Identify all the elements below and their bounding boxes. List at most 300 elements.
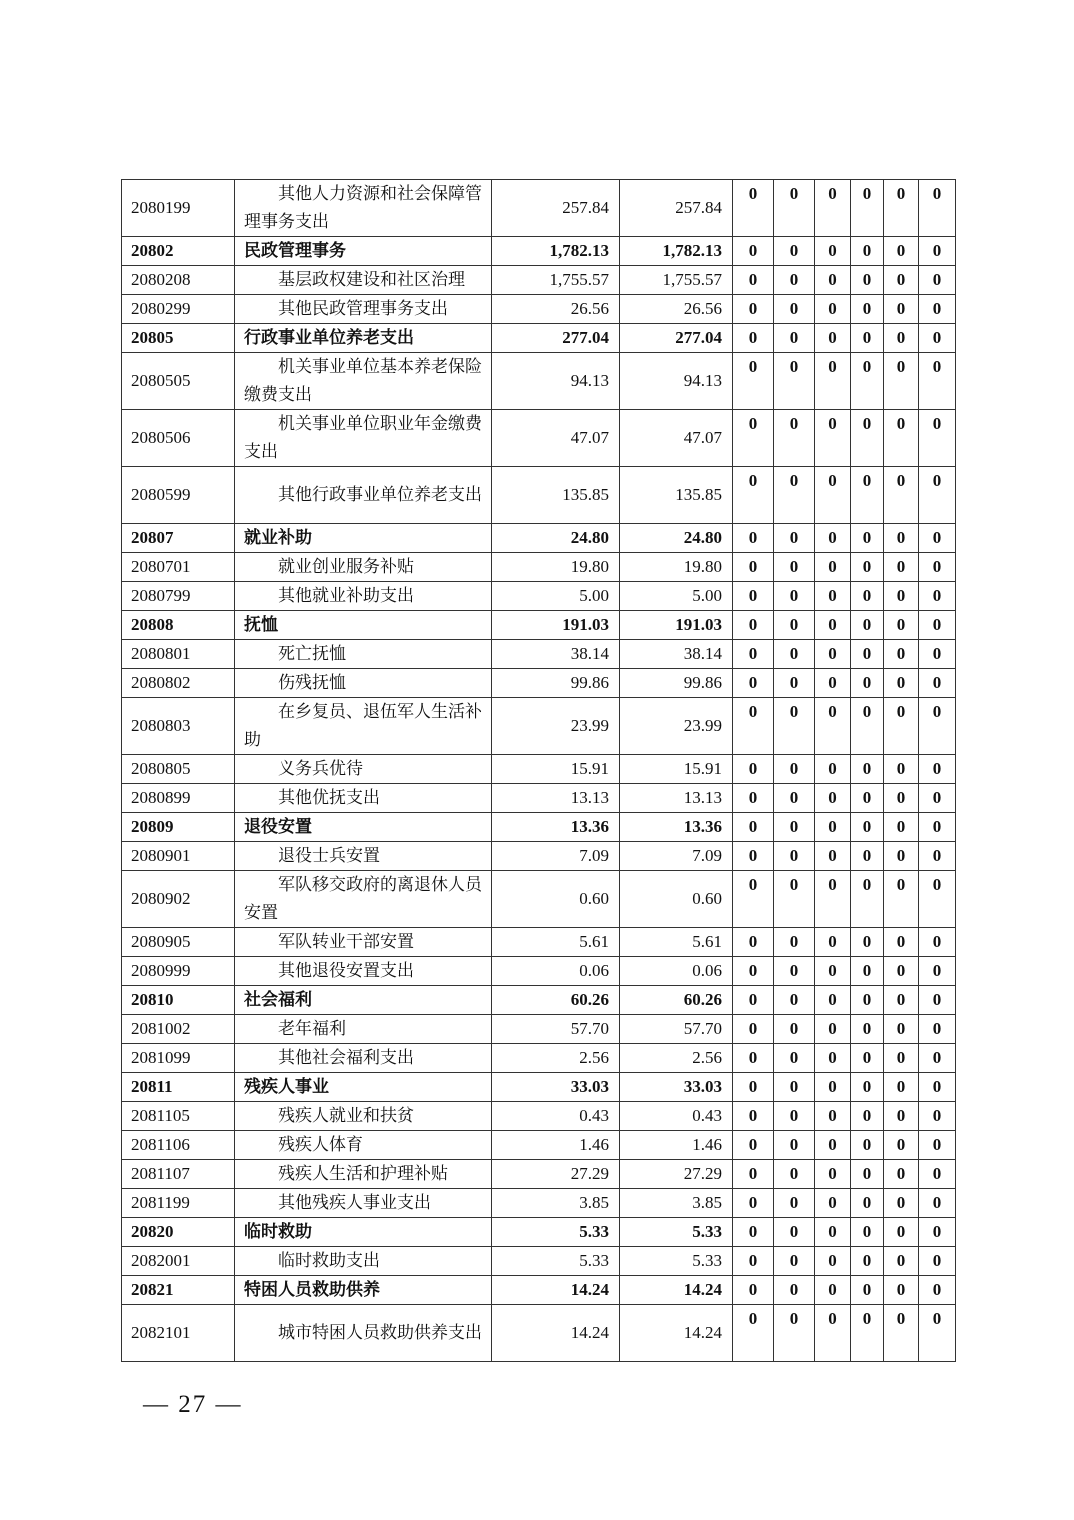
row-amount-total: 1,782.13 [492, 237, 620, 266]
row-zero-value: 0 [815, 640, 851, 669]
row-amount-total: 99.86 [492, 669, 620, 698]
row-zero-value: 0 [774, 324, 815, 353]
row-zero-value: 0 [851, 237, 884, 266]
row-zero-value: 0 [774, 1044, 815, 1073]
category-row [122, 986, 956, 1015]
row-zero-value: 0 [884, 410, 919, 467]
row-amount-general: 57.70 [620, 1015, 733, 1044]
row-zero-value: 0 [851, 1160, 884, 1189]
row-zero-value: 0 [774, 353, 815, 410]
row-amount-total: 3.85 [492, 1189, 620, 1218]
row-zero-value: 0 [774, 871, 815, 928]
row-amount-general: 277.04 [620, 324, 733, 353]
row-amount-total: 1,755.57 [492, 266, 620, 295]
row-amount-total: 15.91 [492, 755, 620, 784]
row-zero-value: 0 [774, 1160, 815, 1189]
row-amount-total: 7.09 [492, 842, 620, 871]
table-row [122, 582, 956, 611]
row-amount-general: 14.24 [620, 1305, 733, 1362]
row-zero-value: 0 [851, 669, 884, 698]
row-zero-value: 0 [815, 1044, 851, 1073]
row-amount-general: 24.80 [620, 524, 733, 553]
row-code: 2080905 [122, 928, 235, 957]
row-code: 2080801 [122, 640, 235, 669]
row-zero-value: 0 [774, 784, 815, 813]
table-row [122, 1189, 956, 1218]
row-zero-value: 0 [733, 353, 774, 410]
row-zero-value: 0 [815, 957, 851, 986]
row-code: 2081002 [122, 1015, 235, 1044]
row-zero-value: 0 [815, 353, 851, 410]
row-code: 20802 [122, 237, 235, 266]
table-row [122, 410, 956, 467]
row-zero-value: 0 [884, 237, 919, 266]
row-zero-value: 0 [919, 266, 956, 295]
row-zero-value: 0 [884, 1218, 919, 1247]
row-amount-general: 3.85 [620, 1189, 733, 1218]
row-zero-value: 0 [884, 467, 919, 524]
row-amount-total: 38.14 [492, 640, 620, 669]
row-zero-value: 0 [733, 410, 774, 467]
row-zero-value: 0 [815, 813, 851, 842]
row-zero-value: 0 [851, 1276, 884, 1305]
row-name: 特困人员救助供养 [235, 1276, 492, 1305]
row-amount-total: 33.03 [492, 1073, 620, 1102]
row-zero-value: 0 [851, 467, 884, 524]
page-number: — 27 — [143, 1391, 243, 1418]
row-zero-value: 0 [815, 698, 851, 755]
row-zero-value: 0 [851, 611, 884, 640]
row-amount-general: 191.03 [620, 611, 733, 640]
row-code: 2080199 [122, 180, 235, 237]
row-zero-value: 0 [851, 180, 884, 237]
row-zero-value: 0 [919, 986, 956, 1015]
table-row [122, 295, 956, 324]
row-zero-value: 0 [774, 1218, 815, 1247]
row-amount-general: 27.29 [620, 1160, 733, 1189]
row-zero-value: 0 [733, 582, 774, 611]
row-zero-value: 0 [919, 467, 956, 524]
row-code: 2081106 [122, 1131, 235, 1160]
row-zero-value: 0 [884, 669, 919, 698]
row-name: 死亡抚恤 [235, 640, 492, 669]
row-zero-value: 0 [919, 669, 956, 698]
row-name: 伤残抚恤 [235, 669, 492, 698]
table-row [122, 180, 956, 237]
row-zero-value: 0 [774, 1305, 815, 1362]
row-zero-value: 0 [815, 1305, 851, 1362]
row-zero-value: 0 [884, 986, 919, 1015]
table-row [122, 755, 956, 784]
row-zero-value: 0 [851, 957, 884, 986]
row-zero-value: 0 [919, 1102, 956, 1131]
row-zero-value: 0 [815, 1276, 851, 1305]
row-zero-value: 0 [851, 640, 884, 669]
row-zero-value: 0 [851, 353, 884, 410]
row-zero-value: 0 [733, 669, 774, 698]
row-amount-total: 257.84 [492, 180, 620, 237]
row-zero-value: 0 [774, 1247, 815, 1276]
row-amount-general: 135.85 [620, 467, 733, 524]
row-amount-general: 14.24 [620, 1276, 733, 1305]
row-zero-value: 0 [815, 410, 851, 467]
table-row [122, 553, 956, 582]
row-name: 老年福利 [235, 1015, 492, 1044]
row-amount-general: 7.09 [620, 842, 733, 871]
row-zero-value: 0 [774, 553, 815, 582]
row-zero-value: 0 [733, 237, 774, 266]
row-zero-value: 0 [815, 553, 851, 582]
row-zero-value: 0 [851, 871, 884, 928]
row-zero-value: 0 [919, 295, 956, 324]
table-row [122, 698, 956, 755]
row-zero-value: 0 [733, 1189, 774, 1218]
row-zero-value: 0 [774, 611, 815, 640]
row-zero-value: 0 [774, 266, 815, 295]
row-code: 20811 [122, 1073, 235, 1102]
row-amount-total: 14.24 [492, 1305, 620, 1362]
row-zero-value: 0 [815, 467, 851, 524]
row-zero-value: 0 [815, 1189, 851, 1218]
row-code: 2082001 [122, 1247, 235, 1276]
row-zero-value: 0 [884, 957, 919, 986]
row-zero-value: 0 [884, 353, 919, 410]
row-zero-value: 0 [851, 1305, 884, 1362]
row-name: 其他社会福利支出 [235, 1044, 492, 1073]
row-name: 行政事业单位养老支出 [235, 324, 492, 353]
row-code: 2081099 [122, 1044, 235, 1073]
row-amount-general: 0.60 [620, 871, 733, 928]
row-zero-value: 0 [919, 842, 956, 871]
row-zero-value: 0 [919, 813, 956, 842]
row-zero-value: 0 [774, 755, 815, 784]
row-zero-value: 0 [884, 842, 919, 871]
row-amount-total: 23.99 [492, 698, 620, 755]
row-amount-general: 47.07 [620, 410, 733, 467]
row-zero-value: 0 [733, 755, 774, 784]
row-code: 2080299 [122, 295, 235, 324]
row-zero-value: 0 [884, 1131, 919, 1160]
row-zero-value: 0 [815, 1218, 851, 1247]
row-amount-total: 1.46 [492, 1131, 620, 1160]
row-code: 20805 [122, 324, 235, 353]
row-code: 2082101 [122, 1305, 235, 1362]
row-zero-value: 0 [774, 957, 815, 986]
row-name: 机关事业单位基本养老保险缴费支出 [235, 353, 492, 410]
row-name: 机关事业单位职业年金缴费支出 [235, 410, 492, 467]
row-zero-value: 0 [815, 842, 851, 871]
row-zero-value: 0 [733, 1131, 774, 1160]
row-zero-value: 0 [774, 295, 815, 324]
row-amount-total: 5.61 [492, 928, 620, 957]
row-amount-general: 5.00 [620, 582, 733, 611]
row-zero-value: 0 [733, 1073, 774, 1102]
row-name: 残疾人体育 [235, 1131, 492, 1160]
row-code: 2080999 [122, 957, 235, 986]
table-row [122, 467, 956, 524]
row-zero-value: 0 [884, 295, 919, 324]
category-row [122, 611, 956, 640]
row-zero-value: 0 [815, 1247, 851, 1276]
row-zero-value: 0 [774, 1276, 815, 1305]
row-zero-value: 0 [919, 1073, 956, 1102]
row-code: 2080803 [122, 698, 235, 755]
row-amount-general: 60.26 [620, 986, 733, 1015]
row-code: 2081199 [122, 1189, 235, 1218]
row-zero-value: 0 [919, 1015, 956, 1044]
row-zero-value: 0 [815, 237, 851, 266]
row-zero-value: 0 [815, 611, 851, 640]
row-zero-value: 0 [733, 467, 774, 524]
row-name: 残疾人就业和扶贫 [235, 1102, 492, 1131]
row-name: 临时救助支出 [235, 1247, 492, 1276]
row-amount-total: 5.33 [492, 1247, 620, 1276]
row-zero-value: 0 [884, 324, 919, 353]
row-name: 义务兵优待 [235, 755, 492, 784]
row-zero-value: 0 [851, 1247, 884, 1276]
row-amount-general: 99.86 [620, 669, 733, 698]
row-name: 城市特困人员救助供养支出 [235, 1305, 492, 1362]
row-zero-value: 0 [919, 582, 956, 611]
row-zero-value: 0 [919, 324, 956, 353]
row-amount-total: 13.13 [492, 784, 620, 813]
row-amount-total: 5.33 [492, 1218, 620, 1247]
table-row [122, 928, 956, 957]
row-zero-value: 0 [851, 1131, 884, 1160]
row-amount-general: 5.33 [620, 1247, 733, 1276]
row-zero-value: 0 [774, 180, 815, 237]
row-amount-total: 135.85 [492, 467, 620, 524]
category-row [122, 1218, 956, 1247]
row-zero-value: 0 [815, 295, 851, 324]
row-name: 退役安置 [235, 813, 492, 842]
category-row [122, 1073, 956, 1102]
category-row [122, 524, 956, 553]
budget-table [121, 179, 956, 1362]
row-zero-value: 0 [774, 1131, 815, 1160]
row-zero-value: 0 [851, 842, 884, 871]
row-zero-value: 0 [815, 1160, 851, 1189]
row-zero-value: 0 [884, 582, 919, 611]
table-row [122, 1015, 956, 1044]
row-zero-value: 0 [919, 1218, 956, 1247]
row-zero-value: 0 [919, 784, 956, 813]
row-amount-total: 191.03 [492, 611, 620, 640]
row-name: 抚恤 [235, 611, 492, 640]
row-zero-value: 0 [733, 784, 774, 813]
row-zero-value: 0 [884, 1102, 919, 1131]
row-amount-general: 26.56 [620, 295, 733, 324]
row-zero-value: 0 [919, 698, 956, 755]
row-zero-value: 0 [733, 180, 774, 237]
row-zero-value: 0 [884, 1189, 919, 1218]
row-zero-value: 0 [851, 1189, 884, 1218]
row-zero-value: 0 [851, 813, 884, 842]
row-amount-total: 47.07 [492, 410, 620, 467]
row-zero-value: 0 [733, 986, 774, 1015]
row-zero-value: 0 [733, 928, 774, 957]
row-zero-value: 0 [919, 611, 956, 640]
row-zero-value: 0 [884, 755, 919, 784]
row-zero-value: 0 [884, 1044, 919, 1073]
row-name: 在乡复员、退伍军人生活补助 [235, 698, 492, 755]
row-amount-total: 19.80 [492, 553, 620, 582]
row-zero-value: 0 [884, 266, 919, 295]
row-zero-value: 0 [815, 755, 851, 784]
row-zero-value: 0 [919, 553, 956, 582]
row-amount-general: 15.91 [620, 755, 733, 784]
category-row [122, 324, 956, 353]
row-zero-value: 0 [884, 1015, 919, 1044]
row-code: 2080901 [122, 842, 235, 871]
row-amount-general: 0.06 [620, 957, 733, 986]
table-row [122, 784, 956, 813]
row-zero-value: 0 [884, 1305, 919, 1362]
row-name: 其他残疾人事业支出 [235, 1189, 492, 1218]
row-zero-value: 0 [815, 1102, 851, 1131]
row-amount-general: 13.13 [620, 784, 733, 813]
row-amount-general: 19.80 [620, 553, 733, 582]
row-amount-general: 2.56 [620, 1044, 733, 1073]
row-zero-value: 0 [851, 1218, 884, 1247]
row-zero-value: 0 [884, 1160, 919, 1189]
row-name: 临时救助 [235, 1218, 492, 1247]
row-zero-value: 0 [884, 524, 919, 553]
row-zero-value: 0 [733, 1218, 774, 1247]
row-zero-value: 0 [733, 1305, 774, 1362]
row-zero-value: 0 [884, 180, 919, 237]
row-zero-value: 0 [815, 266, 851, 295]
row-zero-value: 0 [919, 1276, 956, 1305]
table-row [122, 871, 956, 928]
row-zero-value: 0 [851, 1073, 884, 1102]
row-code: 20807 [122, 524, 235, 553]
row-name: 其他优抚支出 [235, 784, 492, 813]
row-amount-total: 0.06 [492, 957, 620, 986]
row-zero-value: 0 [919, 1131, 956, 1160]
row-zero-value: 0 [884, 784, 919, 813]
row-amount-general: 1,782.13 [620, 237, 733, 266]
row-zero-value: 0 [815, 324, 851, 353]
row-code: 2080802 [122, 669, 235, 698]
table-row [122, 1160, 956, 1189]
row-name: 其他就业补助支出 [235, 582, 492, 611]
row-zero-value: 0 [919, 1044, 956, 1073]
row-code: 2080208 [122, 266, 235, 295]
table-row [122, 1305, 956, 1362]
category-row [122, 813, 956, 842]
row-zero-value: 0 [884, 698, 919, 755]
row-zero-value: 0 [733, 871, 774, 928]
row-zero-value: 0 [733, 295, 774, 324]
row-zero-value: 0 [851, 986, 884, 1015]
row-zero-value: 0 [919, 1160, 956, 1189]
row-zero-value: 0 [884, 611, 919, 640]
row-zero-value: 0 [774, 1073, 815, 1102]
row-zero-value: 0 [815, 871, 851, 928]
row-amount-general: 1,755.57 [620, 266, 733, 295]
row-code: 2080599 [122, 467, 235, 524]
row-amount-total: 24.80 [492, 524, 620, 553]
row-zero-value: 0 [733, 640, 774, 669]
row-zero-value: 0 [851, 755, 884, 784]
row-zero-value: 0 [815, 669, 851, 698]
row-zero-value: 0 [774, 410, 815, 467]
row-amount-total: 26.56 [492, 295, 620, 324]
row-zero-value: 0 [815, 928, 851, 957]
row-zero-value: 0 [919, 524, 956, 553]
row-code: 2080902 [122, 871, 235, 928]
row-zero-value: 0 [774, 669, 815, 698]
row-name: 残疾人生活和护理补贴 [235, 1160, 492, 1189]
row-zero-value: 0 [919, 957, 956, 986]
row-zero-value: 0 [733, 1015, 774, 1044]
row-zero-value: 0 [733, 1247, 774, 1276]
row-code: 2080805 [122, 755, 235, 784]
row-zero-value: 0 [774, 237, 815, 266]
row-zero-value: 0 [884, 928, 919, 957]
row-zero-value: 0 [919, 410, 956, 467]
row-zero-value: 0 [919, 353, 956, 410]
row-name: 基层政权建设和社区治理 [235, 266, 492, 295]
table-row [122, 669, 956, 698]
row-name: 就业创业服务补贴 [235, 553, 492, 582]
row-amount-general: 33.03 [620, 1073, 733, 1102]
row-zero-value: 0 [815, 784, 851, 813]
row-zero-value: 0 [733, 957, 774, 986]
row-amount-general: 38.14 [620, 640, 733, 669]
row-amount-total: 0.60 [492, 871, 620, 928]
row-amount-general: 94.13 [620, 353, 733, 410]
row-zero-value: 0 [851, 524, 884, 553]
row-code: 20808 [122, 611, 235, 640]
row-name: 退役士兵安置 [235, 842, 492, 871]
row-zero-value: 0 [815, 1015, 851, 1044]
row-amount-general: 1.46 [620, 1131, 733, 1160]
row-zero-value: 0 [851, 324, 884, 353]
row-code: 2080505 [122, 353, 235, 410]
row-zero-value: 0 [884, 1073, 919, 1102]
row-zero-value: 0 [884, 813, 919, 842]
row-zero-value: 0 [919, 180, 956, 237]
row-zero-value: 0 [919, 1247, 956, 1276]
table-row [122, 1247, 956, 1276]
row-code: 2080701 [122, 553, 235, 582]
row-code: 20809 [122, 813, 235, 842]
row-code: 20821 [122, 1276, 235, 1305]
row-amount-total: 277.04 [492, 324, 620, 353]
row-amount-total: 60.26 [492, 986, 620, 1015]
row-zero-value: 0 [815, 582, 851, 611]
row-amount-general: 13.36 [620, 813, 733, 842]
table-row [122, 353, 956, 410]
row-zero-value: 0 [851, 698, 884, 755]
row-zero-value: 0 [919, 1189, 956, 1218]
row-zero-value: 0 [733, 611, 774, 640]
row-zero-value: 0 [733, 266, 774, 295]
row-amount-general: 0.43 [620, 1102, 733, 1131]
row-code: 2081105 [122, 1102, 235, 1131]
row-amount-general: 257.84 [620, 180, 733, 237]
row-zero-value: 0 [851, 1015, 884, 1044]
row-zero-value: 0 [774, 524, 815, 553]
row-zero-value: 0 [851, 410, 884, 467]
row-name: 军队移交政府的离退休人员安置 [235, 871, 492, 928]
table-row [122, 1044, 956, 1073]
row-zero-value: 0 [733, 324, 774, 353]
row-zero-value: 0 [774, 640, 815, 669]
row-code: 2081107 [122, 1160, 235, 1189]
